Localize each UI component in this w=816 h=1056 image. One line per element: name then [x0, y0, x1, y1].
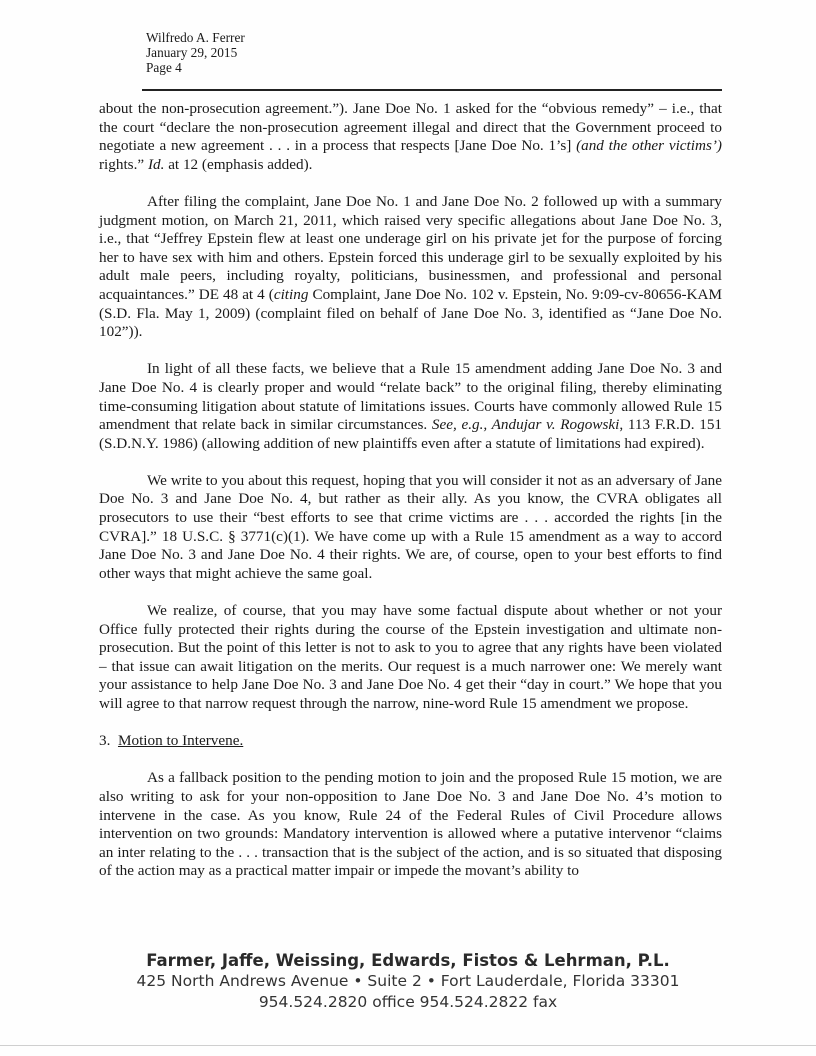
section-heading-title: Motion to Intervene.: [117, 732, 244, 750]
recipient-name: Wilfredo A. Ferrer: [146, 30, 245, 45]
paragraph-3: In light of all these facts, we believe that a Rule 15 amendment adding Jane Doe No. 3 and Jane Doe No. 4 is clearly proper and would “relate back” to the original filing, thereby eliminating time-consuming litigation about statute of limitations issues. Courts have commonly allowed Rule 15 amendment that relate back in similar circumstances. See, e.g., Andujar v. Rogowski, 113 F.R.D. 151 (S.D.N.Y. 1986) (allowing addition of new plaintiffs even after a statute of limitations had expired).: [99, 360, 723, 452]
page-bottom-edge: [0, 1045, 816, 1046]
paragraph-2: After filing the complaint, Jane Doe No. 1 and Jane Doe No. 2 followed up with a summary judgment motion, on March 21, 2011, which raised very specific allegations about Jane Doe No. 3, i.e., that “Jeffrey Epstein flew at least one underage girl on his private jet for the purpose of forcing her to have sex with him and others. Epstein forced this underage girl to be sexually exploited by his adult male peers, including royalty, politicians, businessmen, and professional and personal acquaintances.” DE 48 at 4 (citing Complaint, Jane Doe No. 102 v. Epstein, No. 9:09-cv-80656-KAM (S.D. Fla. May 1, 2009) (complaint filed on behalf of Jane Doe No. 3, identified as “Jane Doe No. 102”)).: [99, 192, 722, 341]
firm-name: Farmer, Jaffe, Weissing, Edwards, Fistos & Lehrman, P.L.: [146, 951, 670, 970]
paragraph-6: As a fallback position to the pending motion to join and the proposed Rule 15 motion, we are also writing to ask for your non-opposition to Jane Doe No. 3 and Jane Doe No. 4’s motion to intervene in the case. As you know, Rule 24 of the Federal Rules of Civil Procedure allows intervention on two grounds: Mandatory intervention is allowed where a putative intervenor “claims an inter relating to the . . . transaction that is the subject of the action, and is so situated that disposing of the action may as a practical matter impair or impede the movant’s ability to: [99, 769, 722, 880]
letter-date: January 29, 2015: [146, 45, 238, 60]
firm-phones: 954.524.2820 office 954.524.2822 fax: [258, 993, 558, 1011]
header-rule: [142, 89, 722, 91]
paragraph-4: We write to you about this request, hoping that you will consider it not as an adversary of Jane Doe No. 3 and Jane Doe No. 4, but rather as their ally. As you know, the CVRA obligates all prosecutors to use their “best efforts to see that crime victims are . . . accorded the rights [in the CVRA].” 18 U.S.C. § 3771(c)(1). We have come up with a Rule 15 amendment as a way to accord Jane Doe No. 3 and Jane Doe No. 4 their rights. We are, of course, open to your best efforts to find other ways that might achieve the same goal.: [99, 471, 722, 582]
letter-body: [99, 100, 722, 900]
paragraph-1: about the non-prosecution agreement.”). Jane Doe No. 1 asked for the “obvious remedy” – i.e., that the court “declare the non-prosecution agreement illegal and direct that the Government proceed to negotiate a new agreement . . . in a process that respects [Jane Doe No. 1’s] (and the other victims’) rights.” Id. at 12 (emphasis added).: [99, 100, 722, 173]
section-heading: 3. Motion to Intervene.: [99, 732, 244, 750]
letterhead-footer: [0, 950, 816, 1013]
page-number: Page 4: [146, 60, 182, 75]
letter-header: [146, 30, 245, 75]
firm-address: 425 North Andrews Avenue • Suite 2 • Fort Lauderdale, Florida 33301: [136, 972, 680, 990]
paragraph-5: We realize, of course, that you may have some factual dispute about whether or not your Office fully protected their rights during the course of the Epstein investigation and ultimate non-prosecution. But the point of this letter is not to ask to you to agree that any rights have been violated – that issue can await litigation on the merits. Our request is a much narrower one: We merely want your assistance to help Jane Doe No. 3 and Jane Doe No. 4 get their “day in court.” We hope that you will agree to that narrow request through the narrow, nine-word Rule 15 amendment we propose.: [99, 602, 722, 712]
